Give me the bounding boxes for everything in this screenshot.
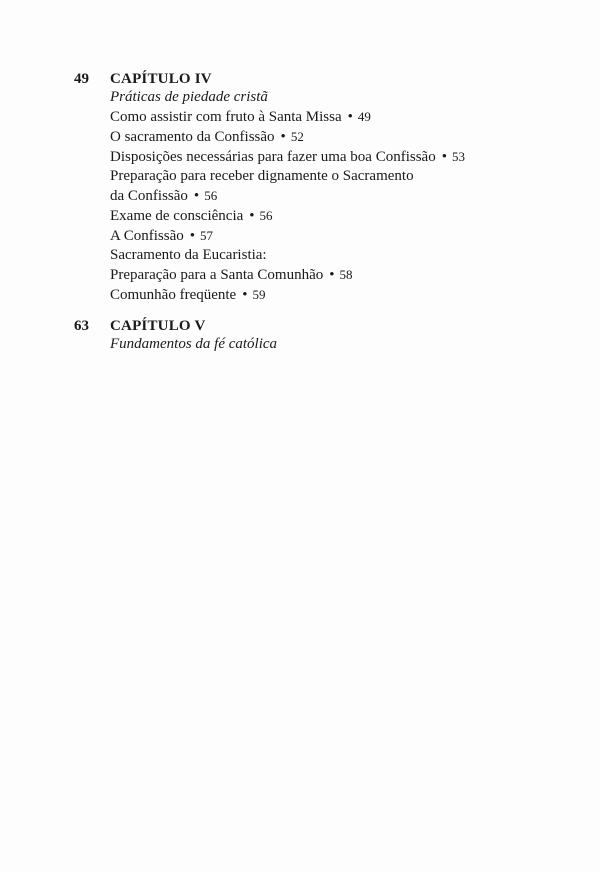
toc-entry-text: Disposições necessárias para fazer uma boa Confissão [110,149,436,165]
bullet-separator: • [189,228,196,244]
bullet-separator: • [329,267,335,283]
toc-entry-text: Comunhão freqüente [110,287,237,303]
toc-entry-page: 49 [357,109,371,124]
chapter-v [74,317,514,354]
toc-entry [110,265,514,285]
toc-entry [110,167,514,186]
chapter-title: CAPÍTULO V [110,318,206,334]
toc-entry-page: 59 [252,287,266,302]
toc-entry [110,147,514,167]
chapter-page-number: 63 [74,318,89,334]
bullet-separator: • [441,149,447,165]
chapter-body [110,317,514,354]
chapter-body [110,70,514,305]
toc-entry-text: Preparação para a Santa Comunhão [110,267,324,283]
toc-entry-page: 52 [290,129,304,144]
toc-entry [110,127,514,147]
toc-entry [110,285,514,305]
toc-entry [110,226,514,246]
bullet-separator: • [280,129,286,145]
toc-entry-text: Exame de consciência [110,208,244,224]
chapter-subtitle: Práticas de piedade cristã [110,89,268,105]
chapter-page-number: 49 [74,71,89,87]
toc-entry-page: 57 [200,228,214,243]
bullet-separator: • [347,109,353,125]
bullet-separator: • [193,188,200,204]
chapter-title: CAPÍTULO IV [110,71,212,87]
chapter-iv [74,70,514,305]
toc-entry-page: 53 [451,149,465,164]
toc-entry-text: Preparação para receber dignamente o Sacramento [110,168,414,184]
toc-entry [110,206,514,226]
toc-entry-page: 58 [339,267,353,282]
toc-entry-page: 56 [204,188,218,203]
toc-entry-text: A Confissão [110,228,184,244]
toc-entry-text: Sacramento da Eucaristia: [110,247,267,263]
toc-entry-text: da Confissão [110,188,188,204]
bullet-separator: • [242,287,248,303]
toc-entry [110,246,514,265]
toc-entry-page: 56 [259,208,273,223]
toc-entry [110,186,514,206]
table-of-contents [74,70,514,354]
toc-entry-text: O sacramento da Confissão [110,129,275,145]
toc-entry [110,107,514,127]
toc-entry-text: Como assistir com fruto à Santa Missa [110,109,342,125]
bullet-separator: • [249,208,255,224]
chapter-subtitle: Fundamentos da fé católica [110,336,278,352]
